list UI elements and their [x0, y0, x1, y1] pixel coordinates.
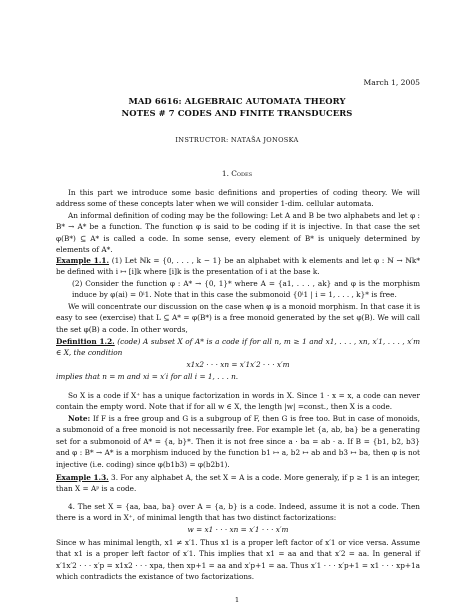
- instructor: INSTRUCTOR: NATAŠA JONOSKA: [175, 136, 299, 144]
- note-text: If F is a free group and G is a subgroup of F, then G is free too. But in case of monoids, a submonoid of a free monoid is not necessarily free. For example let {a, ab, ba} be a generating set for a submonoid of A* = {a, b}*. Then it is not free since a · ba = ab · a. If B = {b1, b2, b3} and φ : B* → A* is a morphism induced by the function b1 ↦ a, b2 ↦ ab and b3 ↦ ba, then φ is not injective (i.e. coding) since φ(b1b3) = φ(b2b1).: [56, 414, 420, 469]
- date: March 1, 2005: [363, 78, 420, 87]
- equation-factorizations: w = x1 · · · xn = x′1 · · · x′m: [187, 525, 289, 534]
- example-1-3-text: 3. For any alphabet A, the set X = A is a code. More generaly, if p ≥ 1 is an integer, than X = Aᵖ is a code.: [56, 473, 420, 494]
- section-heading: 1. Codes: [221, 169, 253, 178]
- example-1-1-item-1: (1) Let ℕk = {0, . . . , k − 1} be an alphabet with k elements and let φ : ℕ → ℕk* be defined with i ↦ [i]k where [i]k is the presentation of i at the base k.: [56, 256, 420, 277]
- paragraph-unique-factorization: So X is a code if X⁺ has a unique factorization in words in X. Since 1 · x = x, a code can never contain the empty word. Note that if for all w ∈ X, the length |w| =const., then X is a code.: [56, 391, 420, 412]
- paragraph-intro: In this part we introduce some basic definitions and properties of coding theory. We will address some of these concepts later when we will consider 1-dim. cellular automata.: [56, 188, 420, 209]
- note: [56, 413, 420, 470]
- paragraph-proof: Since w has minimal length, x1 ≠ x′1. Thus x1 is a proper left factor of x′1 or vice versa. Assume that x1 is a proper left factor of x′1. This implies that x1 = aa and that x′2 = aa. In general if x′1x′2 · · · x′p = x1x2 · · · xpa, then xp+1 = aa and x′p+1 = aa. Thus x′1 · · · x′p+1 = x1 · · · xp+1a which contradicts the existance of two factorizations.: [56, 538, 420, 582]
- example-1-3-label: Example 1.3.: [56, 473, 109, 482]
- paragraph-informal-definition: An informal definition of coding may be the following: Let A and B be two alphabets and let φ : B* → A* be a function. The function φ is said to be coding if it is injective. In that case the set φ(B*) ⊆ A* is called a code. In some sense, every element of B* is uniquely determined by elements of A*.: [56, 211, 420, 255]
- definition-1-2: [56, 336, 420, 359]
- paragraph-monoid: We will concentrate our discussion on the case when φ is a monoid morphism. In that case it is easy to see (exercise) that L ⊆ A* = φ(B*) is a free monoid generated by the set φ(B). We will call the set φ(B) a code. In other words,: [56, 302, 420, 334]
- paragraph-example-4: 4. The set X = {aa, baa, ba} over A = {a, b} is a code. Indeed, assume it is not a code. Then there is a word in X⁺, of minimal length that has two distinct factorizations:: [56, 502, 420, 523]
- definition-conclusion: implies that n = m and xi = x′i for all i = 1, . . . n.: [56, 372, 239, 381]
- page-number: 1: [234, 596, 240, 604]
- title-line-1: MAD 6616: ALGEBRAIC AUTOMATA THEORY: [128, 96, 346, 106]
- example-1-3: [56, 472, 420, 495]
- example-1-1-item-2: (2) Consider the function φ : A* → {0, 1}* where A = {a1, . . . , ak} and φ is the morphism induce by φ(ai) = 0ⁱ1. Note that in this case the submonoid {0ⁱ1 | i = 1, . . . , k}* is free.: [72, 279, 420, 300]
- definition-equation: x1x2 · · · xn = x′1x′2 · · · x′m: [186, 360, 290, 369]
- title-line-2: NOTES # 7 CODES AND FINITE TRANSDUCERS: [121, 108, 353, 118]
- example-1-1-label: Example 1.1.: [56, 256, 110, 265]
- definition-1-2-label: Definition 1.2.: [56, 337, 115, 346]
- note-label: Note:: [68, 414, 91, 423]
- definition-1-2-text: (code) A subset X of A* is a code if for all n, m ≥ 1 and x1, . . . , xn, x′1, . . . , x′m ∈ X, the condition: [56, 337, 420, 358]
- example-1-1: [56, 255, 420, 278]
